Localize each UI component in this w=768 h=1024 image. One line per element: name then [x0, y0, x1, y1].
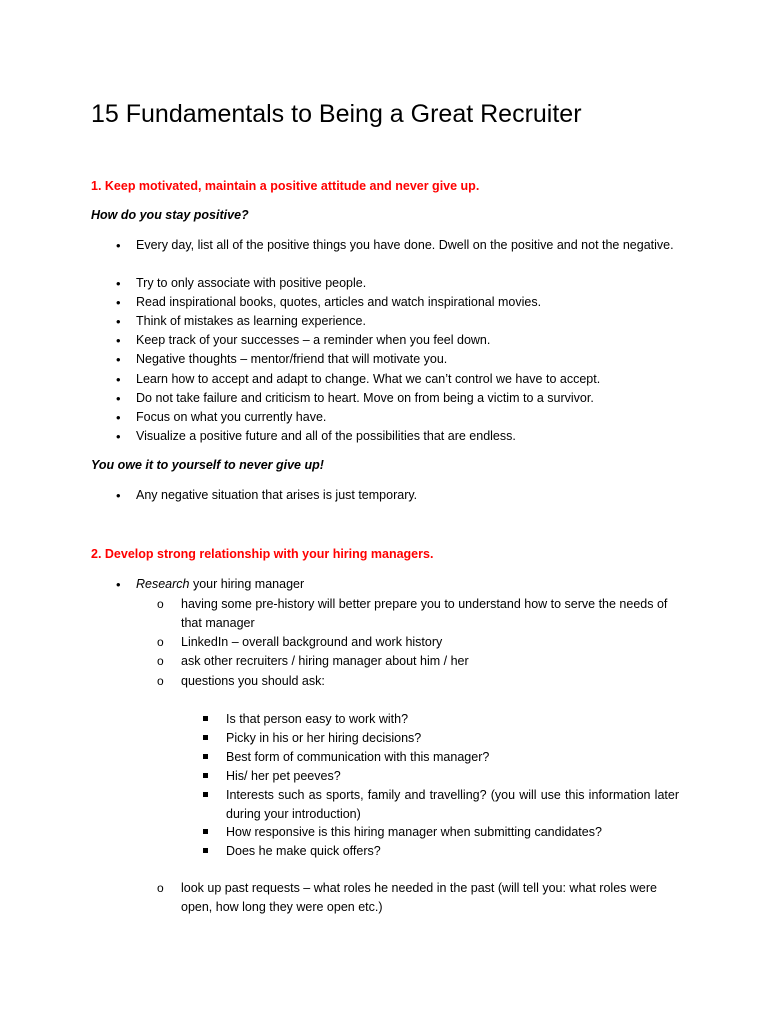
question-text: Is that person easy to work with? — [226, 712, 409, 726]
list-item-text: Learn how to accept and adapt to change. What we can’t control we have to accept. — [136, 372, 601, 386]
list-item-text — [136, 575, 678, 594]
question-text: How responsive is this hiring manager when submitting candidates? — [226, 825, 602, 839]
bullet-marker: • — [116, 352, 121, 367]
section-2-heading: 2. Develop strong relationship with your hiring managers. — [91, 547, 434, 561]
list-item-text: Any negative situation that arises is just temporary. — [136, 488, 418, 502]
bullet-marker: • — [116, 372, 121, 387]
question-text: Picky in his or her hiring decisions? — [226, 731, 422, 745]
sub-list-item-text: having some pre-history will better prepare you to understand how to serve the needs of that manager — [181, 597, 668, 630]
bullet-marker: • — [116, 391, 121, 406]
sub-list-item-text: look up past requests – what roles he needed in the past (will tell you: what roles were open, how long they were open etc.) — [181, 881, 657, 914]
bullet-marker: • — [116, 333, 121, 348]
sub-list-item-text: questions you should ask: — [181, 674, 325, 688]
square-bullet-icon — [203, 735, 208, 740]
bullet-marker: • — [116, 295, 121, 310]
sub-marker: o — [157, 635, 164, 649]
list-item-text: Visualize a positive future and all of the possibilities that are endless. — [136, 429, 516, 443]
square-bullet-icon — [203, 829, 208, 834]
list-item-text: Think of mistakes as learning experience. — [136, 314, 366, 328]
question-text: Best form of communication with this manager? — [226, 750, 490, 764]
list-item-text: Keep track of your successes – a reminder when you feel down. — [136, 333, 491, 347]
sub-marker: o — [157, 674, 164, 688]
list-item-text: Read inspirational books, quotes, articles and watch inspirational movies. — [136, 295, 542, 309]
sub-list-item-text: ask other recruiters / hiring manager about him / her — [181, 654, 469, 668]
research-emphasis: Research — [136, 577, 190, 591]
square-bullet-icon — [203, 773, 208, 778]
square-bullet-icon — [203, 792, 208, 797]
sub-list-item-text: LinkedIn – overall background and work history — [181, 635, 443, 649]
list-item-text: Negative thoughts – mentor/friend that will motivate you. — [136, 352, 448, 366]
bullet-marker: • — [116, 314, 121, 329]
bullet-marker: • — [116, 488, 121, 503]
list-item-text: Focus on what you currently have. — [136, 410, 327, 424]
list-item-text: Do not take failure and criticism to heart. Move on from being a victim to a survivor. — [136, 391, 594, 405]
square-bullet-icon — [203, 716, 208, 721]
question-text: Interests such as sports, family and travelling? (you will use this information later during your introduction) — [226, 788, 679, 821]
bullet-marker: • — [116, 577, 121, 592]
list-item-text: Every day, list all of the positive things you have done. Dwell on the positive and not the negative. — [136, 238, 674, 252]
bullet-marker: • — [116, 238, 121, 253]
question-text: Does he make quick offers? — [226, 844, 381, 858]
research-rest: your hiring manager — [189, 577, 305, 591]
square-bullet-icon — [203, 754, 208, 759]
page-title: 15 Fundamentals to Being a Great Recruiter — [91, 100, 582, 128]
bullet-marker: • — [116, 429, 121, 444]
sub-marker: o — [157, 881, 164, 895]
square-bullet-icon — [203, 848, 208, 853]
section-1-question: How do you stay positive? — [91, 208, 249, 222]
question-text: His/ her pet peeves? — [226, 769, 341, 783]
bullet-marker: • — [116, 410, 121, 425]
sub-marker: o — [157, 597, 164, 611]
list-item-text: Try to only associate with positive people. — [136, 276, 367, 290]
section-1-heading: 1. Keep motivated, maintain a positive attitude and never give up. — [91, 179, 480, 193]
section-1-statement: You owe it to yourself to never give up! — [91, 458, 324, 472]
bullet-marker: • — [116, 276, 121, 291]
sub-marker: o — [157, 654, 164, 668]
